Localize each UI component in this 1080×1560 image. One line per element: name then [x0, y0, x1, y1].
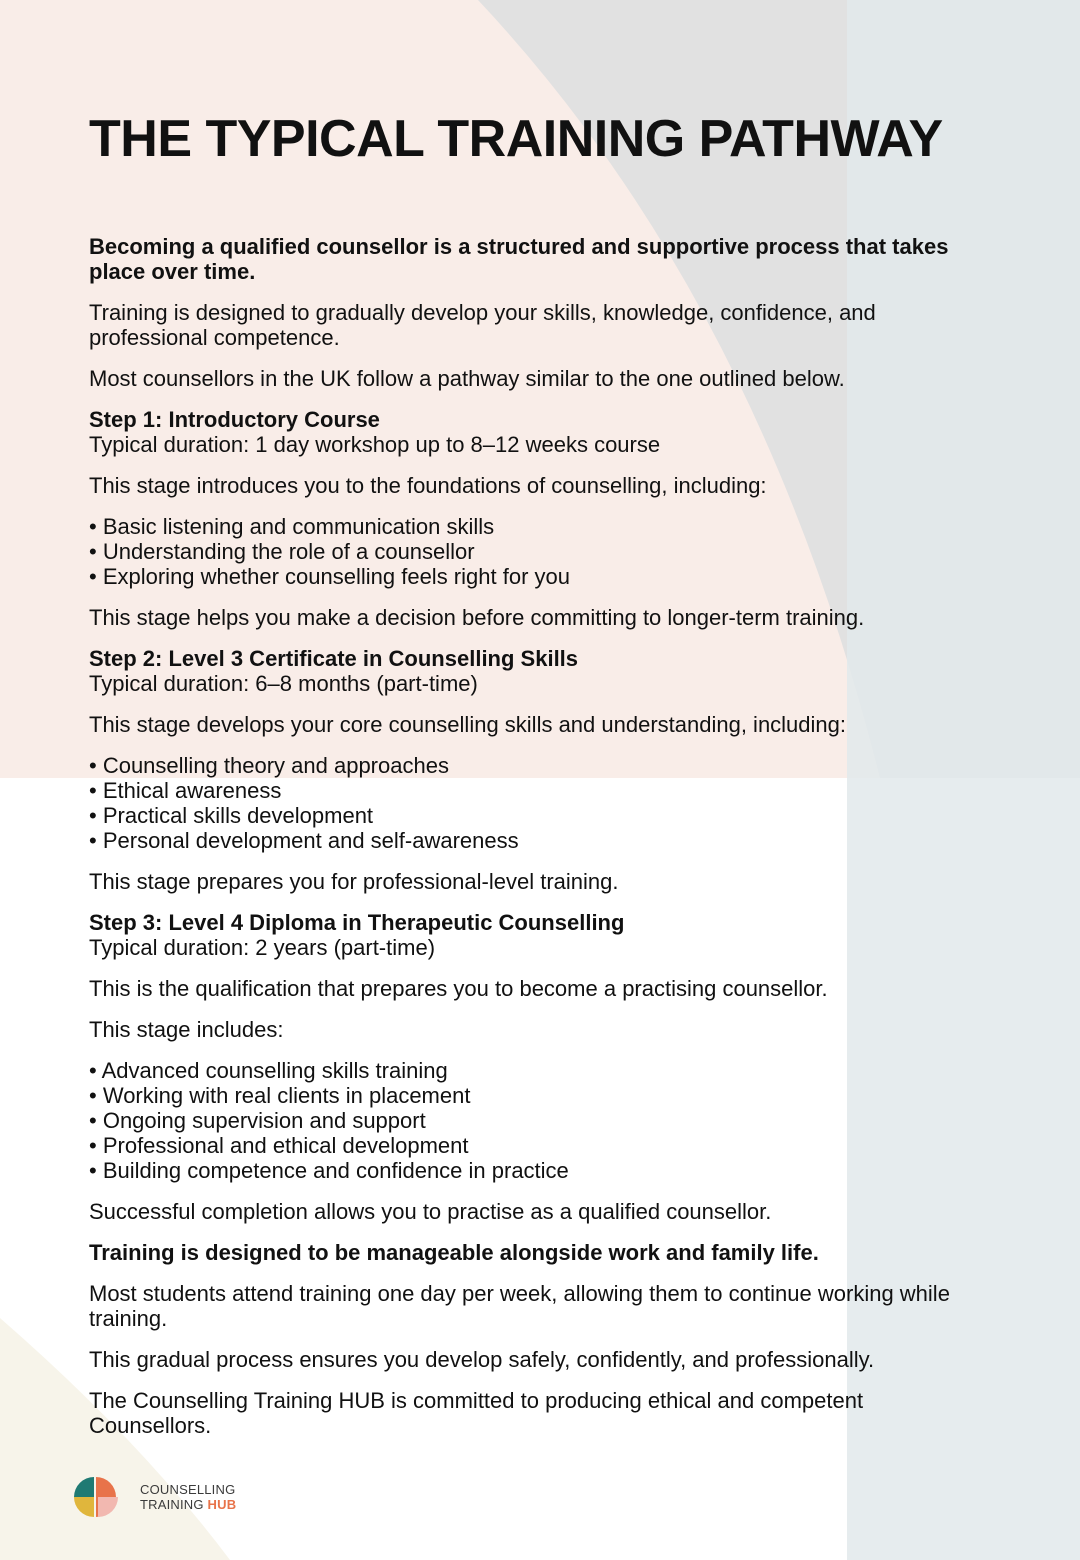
logo-training-word: TRAINING: [140, 1497, 208, 1512]
outro-paragraph-1: Most students attend training one day per week, allowing them to continue working while training.: [89, 1281, 950, 1331]
step-2-block: [89, 646, 989, 696]
list-item: • Ethical awareness: [89, 778, 989, 803]
step-3-heading: Step 3: Level 4 Diploma in Therapeutic Counselling: [89, 910, 625, 935]
step-2-duration: Typical duration: 6–8 months (part-time): [89, 671, 478, 696]
step-3-bullet-list: [89, 1058, 989, 1183]
step-1-bullet-list: [89, 514, 989, 589]
intro-paragraph-2: Most counsellors in the UK follow a pathway similar to the one outlined below.: [89, 366, 845, 391]
intro-bold: Becoming a qualified counsellor is a structured and supportive process that takes place over time.: [89, 234, 949, 284]
logo-line-1: COUNSELLING: [140, 1482, 236, 1497]
logo-mark-icon: [74, 1477, 136, 1517]
counselling-training-hub-logo: [74, 1477, 236, 1517]
list-item: • Basic listening and communication skills: [89, 514, 989, 539]
list-item: • Practical skills development: [89, 803, 989, 828]
logo-yellow-quarter: [74, 1497, 94, 1517]
logo-pink-quarter: [98, 1497, 118, 1517]
list-item: • Personal development and self-awareness: [89, 828, 989, 853]
list-item: • Advanced counselling skills training: [89, 1058, 989, 1083]
outro-bold: Training is designed to be manageable alongside work and family life.: [89, 1240, 819, 1265]
step-2-closing: This stage prepares you for professional-level training.: [89, 869, 619, 894]
logo-teal-quarter: [74, 1477, 94, 1497]
list-item: • Professional and ethical development: [89, 1133, 989, 1158]
list-item: • Exploring whether counselling feels right for you: [89, 564, 989, 589]
step-1-closing: This stage helps you make a decision before committing to longer-term training.: [89, 605, 865, 630]
step-2-heading: Step 2: Level 3 Certificate in Counselling Skills: [89, 646, 579, 671]
step-2-bullet-list: [89, 753, 989, 853]
list-item: • Understanding the role of a counsellor: [89, 539, 989, 564]
step-1-duration: Typical duration: 1 day workshop up to 8–12 weeks course: [89, 432, 661, 457]
step-3-closing: Successful completion allows you to practise as a qualified counsellor.: [89, 1199, 772, 1224]
intro-paragraph-1: Training is designed to gradually develop your skills, knowledge, confidence, and professional competence.: [89, 300, 876, 350]
list-item: • Building competence and confidence in practice: [89, 1158, 989, 1183]
logo-hub-word: HUB: [207, 1497, 237, 1512]
step-1-block: [89, 407, 989, 457]
list-item: • Counselling theory and approaches: [89, 753, 989, 778]
outro-paragraph-2: This gradual process ensures you develop safely, confidently, and professionally.: [89, 1347, 875, 1372]
step-1-lead: This stage introduces you to the foundations of counselling, including:: [89, 473, 767, 498]
list-item: • Ongoing supervision and support: [89, 1108, 989, 1133]
outro-paragraph-3: The Counselling Training HUB is committed to producing ethical and competent Counsellors.: [89, 1388, 864, 1438]
step-1-heading: Step 1: Introductory Course: [89, 407, 380, 432]
logo-wordmark: [140, 1482, 236, 1512]
page-title: THE TYPICAL TRAINING PATHWAY: [89, 110, 943, 168]
step-3-lead-2: This stage includes:: [89, 1017, 284, 1042]
logo-line-2: [140, 1497, 236, 1512]
list-item: • Working with real clients in placement: [89, 1083, 989, 1108]
step-2-lead: This stage develops your core counselling skills and understanding, including:: [89, 712, 847, 737]
step-3-duration: Typical duration: 2 years (part-time): [89, 935, 436, 960]
step-3-lead: This is the qualification that prepares you to become a practising counsellor.: [89, 976, 828, 1001]
main-text: [89, 234, 989, 1454]
step-3-block: [89, 910, 989, 960]
